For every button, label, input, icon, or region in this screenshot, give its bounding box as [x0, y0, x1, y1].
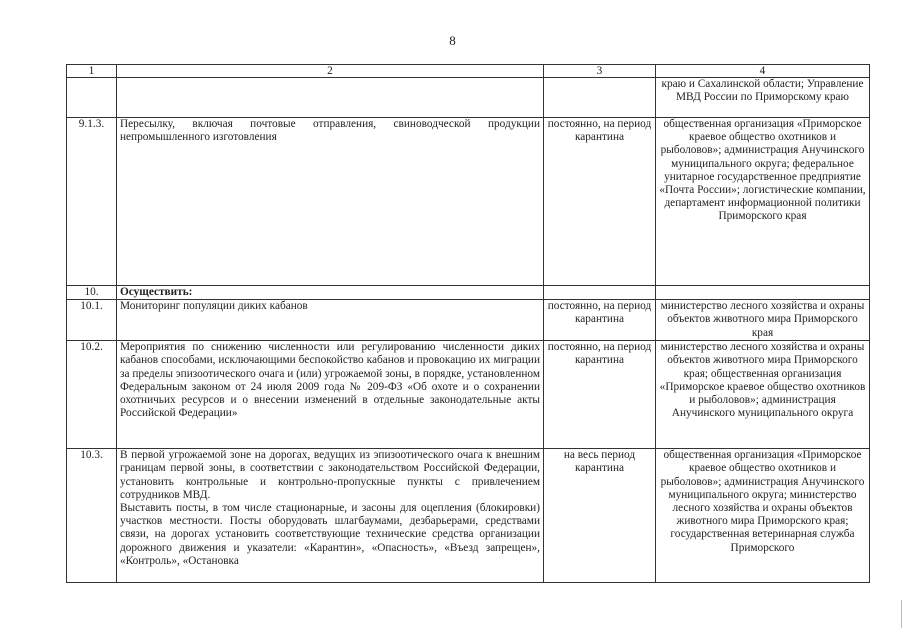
- row-responsible: министерство лесного хозяйства и охраны объектов животного мира Приморского края: [656, 300, 870, 341]
- table-row: [67, 118, 870, 286]
- row-number: 10.1.: [67, 300, 117, 341]
- row-description: [117, 449, 544, 583]
- row-description: [117, 341, 544, 449]
- row-responsible: министерство лесного хозяйства и охраны объектов животного мира Приморского края; общественная организация «Приморское краевое общество охотников и рыболовов»; администрация Анучинского муниципального округа: [656, 341, 870, 449]
- measures-table: [66, 64, 870, 583]
- description-paragraph: Мероприятия по снижению численности или регулированию численности диких кабанов способами, исключающими беспокойство кабанов и провокацию их миграции за пределы эпизоотического очага и (или) угрожаемой зоны, в порядке, установленном Федеральным законом от 24 июля 2009 года № 209-ФЗ «Об охоте и о сохранении охотничьих ресурсов и о внесении изменений в отдельные законодательные акты Российской Федерации»: [120, 341, 540, 420]
- row-period: [544, 286, 656, 300]
- description-paragraph: В первой угрожаемой зоне на дорогах, ведущих из эпизоотического очага к внешним границам первой зоны, в соответствии с законодательством Российской Федерации, установить контрольные и контрольно-пропускные пункты с привлечением сотрудников МВД.: [120, 449, 540, 501]
- description-paragraph: Мониторинг популяции диких кабанов: [120, 300, 308, 313]
- row-period: постоянно, на период карантина: [544, 118, 656, 286]
- table-row: [67, 78, 870, 118]
- scan-edge-mark: [901, 600, 902, 628]
- row-number: 9.1.3.: [67, 118, 117, 286]
- row-number: [67, 78, 117, 118]
- table-row: [67, 286, 870, 300]
- row-responsible: [656, 286, 870, 300]
- row-number: 10.: [67, 286, 117, 300]
- row-number: 10.2.: [67, 341, 117, 449]
- row-responsible: краю и Сахалинской области; Управление МВД России по Приморскому краю: [656, 78, 870, 118]
- table-header-row: [67, 65, 870, 78]
- row-period: постоянно, на период карантина: [544, 300, 656, 341]
- row-description: [117, 286, 544, 300]
- row-description: [117, 78, 544, 118]
- row-period: [544, 78, 656, 118]
- row-responsible: общественная организация «Приморское краевое общество охотников и рыболовов»; администрация Анучинского муниципального округа; министерство лесного хозяйства и охраны объектов животного мира Приморского края; государственная ветеринарная служба Приморского: [656, 449, 870, 583]
- page-number: 8: [449, 33, 456, 48]
- row-description: [117, 118, 544, 286]
- description-paragraph: Осуществить:: [120, 286, 193, 298]
- header-col-2: 2: [117, 65, 544, 78]
- description-paragraph: Пересылку, включая почтовые отправления, свиноводческой продукции непромышленного изготовления: [120, 118, 540, 144]
- header-col-4: 4: [656, 65, 870, 78]
- row-responsible: общественная организация «Приморское краевое общество охотников и рыболовов»; администрация Анучинского муниципального округа; федеральное унитарное государственное предприятие «Почта России»; логистические компании, департамент информационной политики Приморского края: [656, 118, 870, 286]
- header-col-3: 3: [544, 65, 656, 78]
- row-period: постоянно, на период карантина: [544, 341, 656, 449]
- row-description: [117, 300, 544, 341]
- table-row: [67, 341, 870, 449]
- header-col-1: 1: [67, 65, 117, 78]
- description-paragraph: Выставить посты, в том числе стационарные, и засоны для оцепления (блокировки) участков местности. Посты оборудовать шлагбаумами, дезбарьерами, средствами связи, на дорогах установить соответствующие технические средства организации дорожного движения и указатели: «Карантин», «Опасность», «Въезд запрещен», «Контроль», «Остановка: [120, 502, 540, 567]
- table-row: [67, 300, 870, 341]
- table-row: [67, 449, 870, 583]
- row-number: 10.3.: [67, 449, 117, 583]
- row-period: на весь период карантина: [544, 449, 656, 583]
